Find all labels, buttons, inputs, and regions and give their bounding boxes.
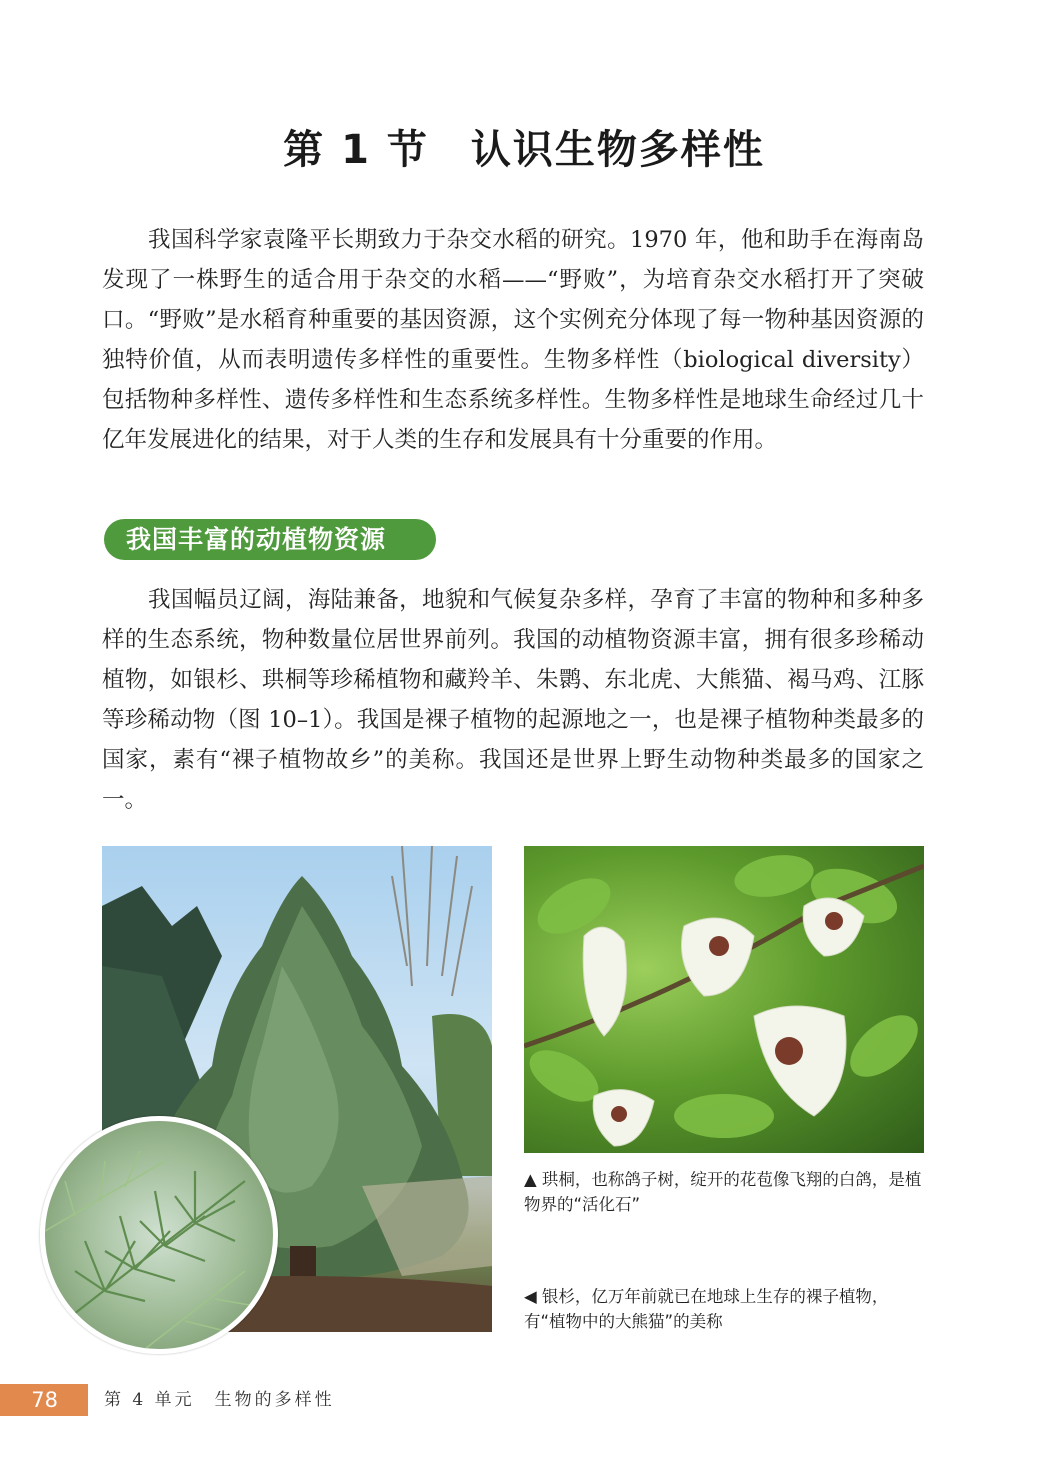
silver-fir-needles-inset <box>40 1116 278 1354</box>
silver-fir-caption: ◀ 银杉，亿万年前就已在地球上生存的裸子植物，有“植物中的大熊猫”的美称 <box>524 1287 889 1331</box>
resources-paragraph: 我国幅员辽阔，海陆兼备，地貌和气候复杂多样，孕育了丰富的物种和多种多样的生态系统，物种数量位居世界前列。我国的动植物资源丰富，拥有很多珍稀动植物，如银杉、珙桐等珍稀植物和藏羚羊、朱鹮、东北虎、大熊猫、褐马鸡、江豚等珍稀动物（图 10–1）。我国是裸子植物的起源地之一，也是裸子植物种类最多的国家，素有“裸子植物故乡”的美称。我国还是世界上野生动物种类最多的国家之一。 <box>102 587 924 813</box>
dove-tree-photo <box>524 846 924 1153</box>
page-number: 78 <box>0 1384 88 1416</box>
footer-unit-title: 第 4 单元 生物的多样性 <box>104 1390 335 1410</box>
dove-tree-caption: ▲ 珙桐，也称鸽子树，绽开的花苞像飞翔的白鸽，是植物界的“活化石” <box>524 1170 922 1214</box>
intro-paragraph: 我国科学家袁隆平长期致力于杂交水稻的研究。1970 年，他和助手在海南岛发现了一株野生的适合用于杂交的水稻——“野败”，为培育杂交水稻打开了突破口。“野败”是水稻育种重要的基因资源，这个实例充分体现了每一物种基因资源的独特价值，从而表明遗传多样性的重要性。生物多样性（biological diversity）包括物种多样性、遗传多样性和生态系统多样性。生物多样性是地球生命经过几十亿年发展进化的结果，对于人类的生存和发展具有十分重要的作用。 <box>102 227 924 453</box>
section-heading: 我国丰富的动植物资源 <box>104 519 436 560</box>
page-title: 第 1 节 认识生物多样性 <box>283 127 765 173</box>
